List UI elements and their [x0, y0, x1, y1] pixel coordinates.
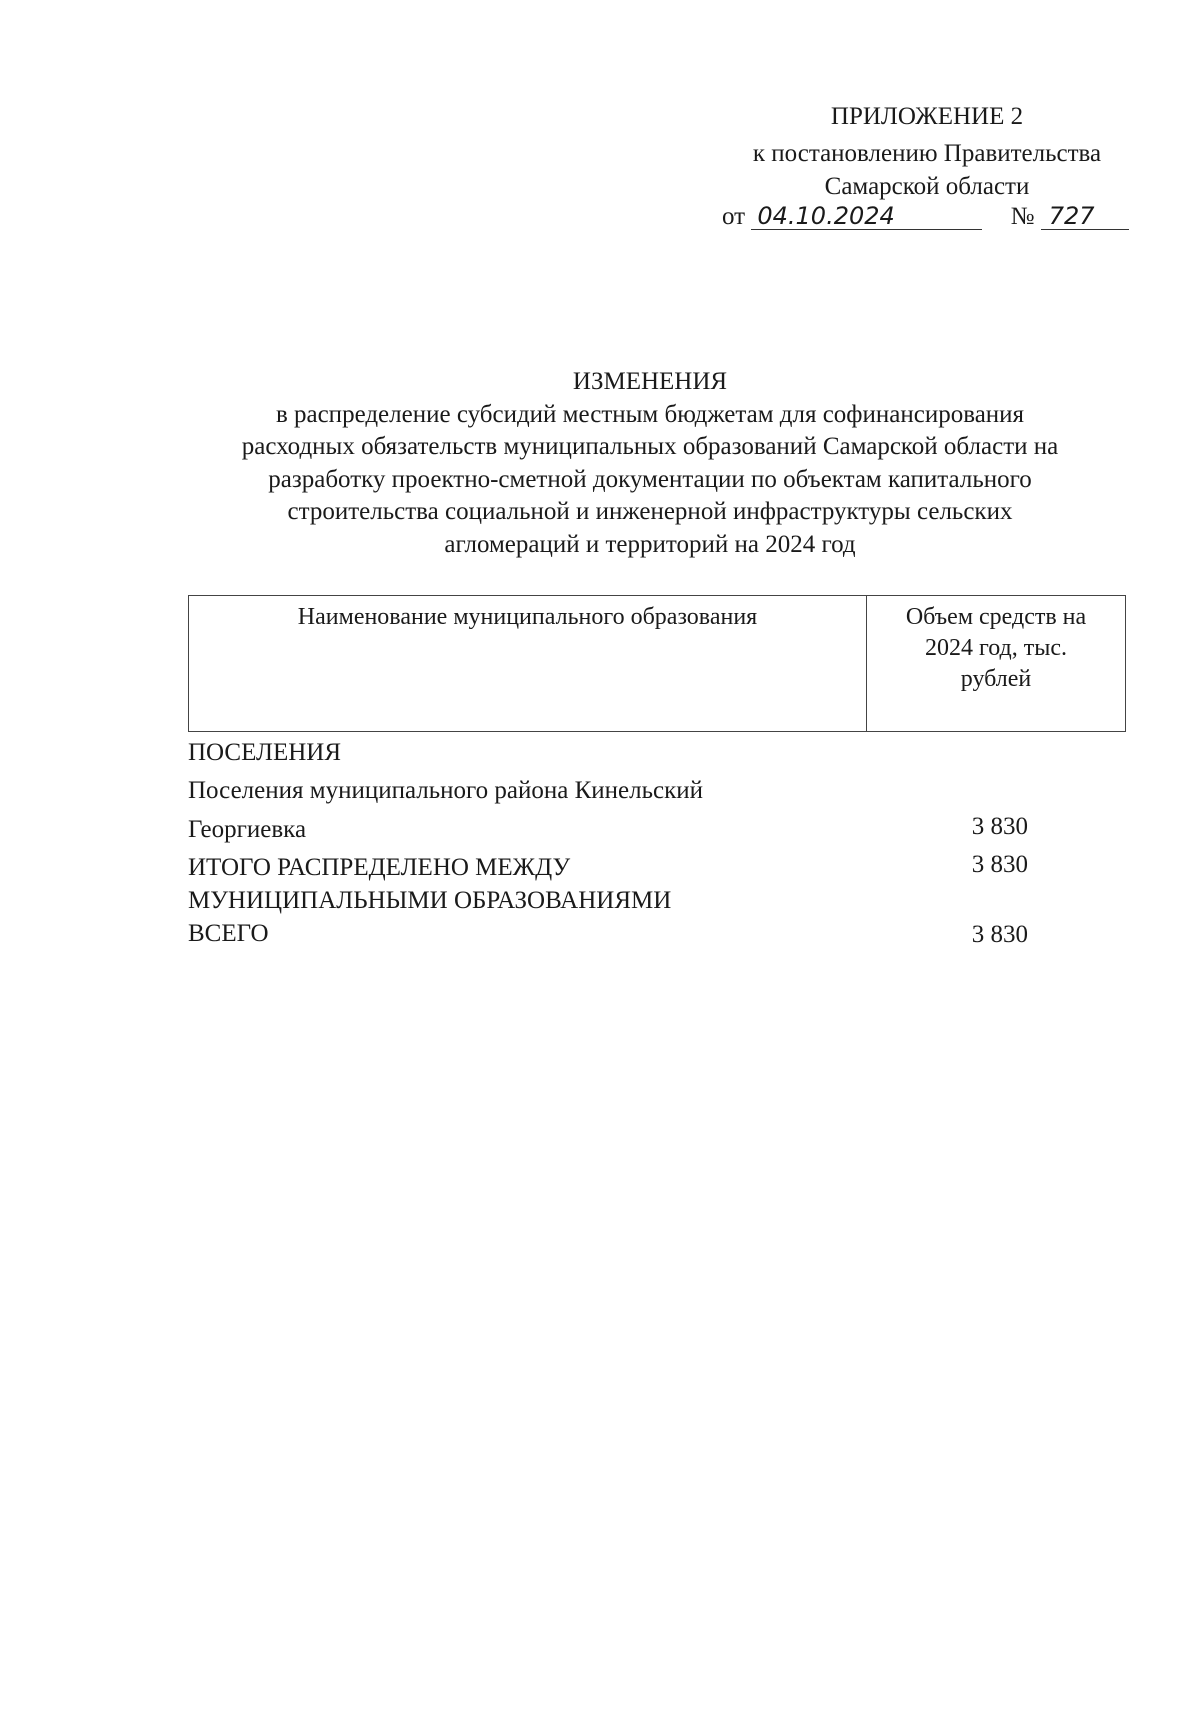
appendix-region: Самарской области — [824, 173, 1030, 200]
row-label: Георгиевка — [188, 816, 307, 843]
title-line: разработку проектно-сметной документации по объектам капитального — [268, 465, 1032, 493]
title-line: строительства социальной и инженерной инфраструктуры сельских — [287, 498, 1013, 525]
title-line: расходных обязательств муниципальных образований Самарской области на — [241, 433, 1059, 460]
column-header-amount: Объем средств на 2024 год, тыс. рублей — [867, 596, 1126, 732]
row-label: Поселения муниципального района Кинельский — [188, 777, 704, 804]
number-prefix: № — [1010, 203, 1035, 230]
title-line: в распределение субсидий местным бюджетам для софинансирования — [275, 400, 1025, 428]
title-heading: ИЗМЕНЕНИЯ — [572, 368, 728, 395]
row-value: 3 830 — [971, 851, 1028, 878]
document-title — [150, 366, 1150, 561]
title-line: агломераций и территорий на 2024 год — [444, 530, 856, 558]
decree-date-number — [722, 203, 1129, 231]
appendix-reference: к постановлению Правительства — [752, 140, 1102, 167]
date-prefix: от — [722, 203, 746, 230]
row-label: ИТОГО РАСПРЕДЕЛЕНО МЕЖДУ МУНИЦИПАЛЬНЫМИ ОБРАЗОВАНИЯМИ — [188, 854, 672, 914]
decree-date: 04.10.2024 — [751, 203, 982, 230]
row-label: ВСЕГО — [188, 920, 269, 947]
column-header-name: Наименование муниципального образования — [189, 596, 867, 732]
appendix-number: ПРИЛОЖЕНИЕ 2 — [830, 103, 1024, 130]
row-label: ПОСЕЛЕНИЯ — [188, 739, 342, 766]
distribution-table-header — [188, 595, 1126, 732]
decree-number: 727 — [1041, 203, 1129, 230]
row-value: 3 830 — [971, 813, 1028, 840]
row-value: 3 830 — [971, 921, 1028, 948]
